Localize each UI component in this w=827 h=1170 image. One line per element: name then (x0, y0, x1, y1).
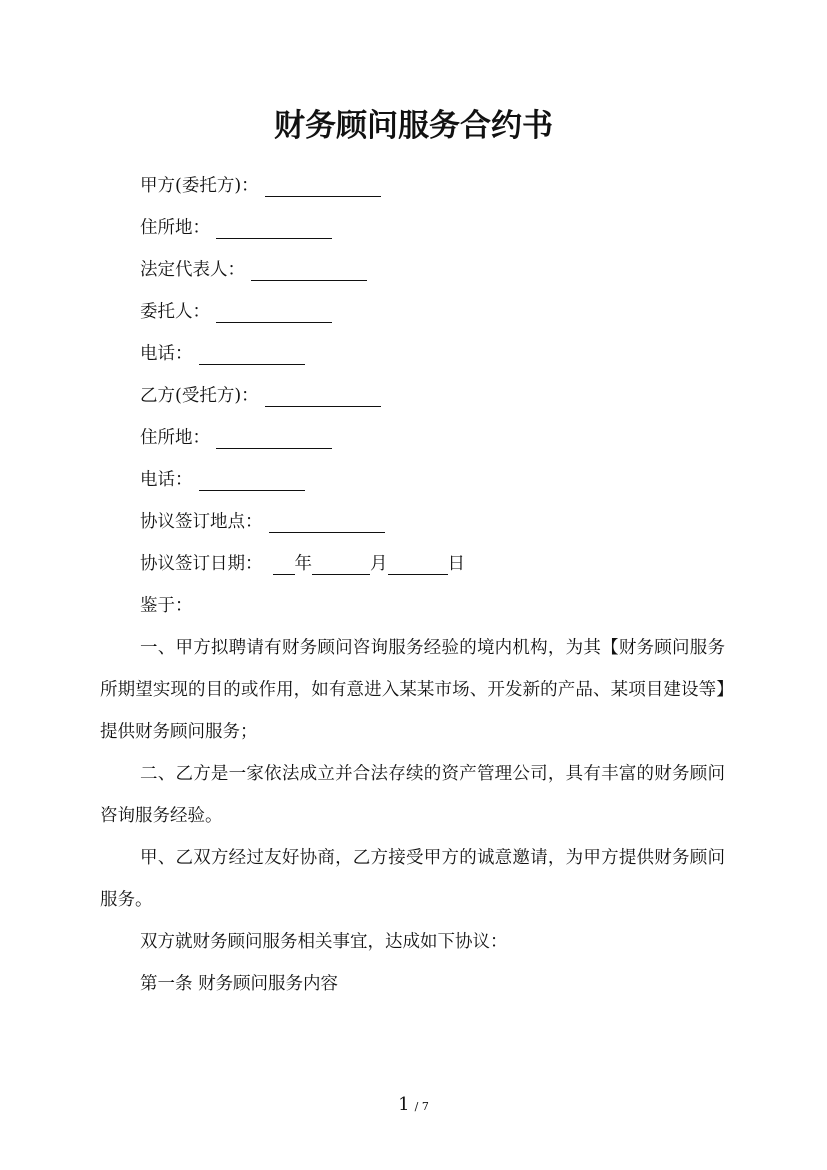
field-label: 电话： (140, 344, 193, 364)
field-label: 电话： (140, 470, 193, 490)
day-text: 日 (447, 554, 465, 574)
blank-line (216, 298, 332, 323)
current-page: 1 (398, 1094, 410, 1115)
page-number (0, 1094, 827, 1115)
year-text: 年 (294, 554, 312, 574)
party-b-phone-field (100, 459, 725, 501)
field-label: 住所地： (140, 428, 210, 448)
date-label: 协议签订日期： (140, 554, 263, 574)
entrusted-person-field (100, 291, 725, 333)
total-pages: / 7 (414, 1100, 429, 1113)
blank-line (199, 340, 305, 365)
party-a-field (100, 165, 725, 207)
party-b-address-field (100, 417, 725, 459)
party-a-address-field (100, 207, 725, 249)
section-heading: 第一条 财务顾问服务内容 (140, 974, 339, 994)
field-label: 住所地： (140, 218, 210, 238)
field-label: 委托人： (140, 302, 210, 322)
month-text: 月 (370, 554, 388, 574)
blank-line (199, 466, 305, 491)
party-a-phone-field (100, 333, 725, 375)
signing-place-field (100, 501, 725, 543)
paragraph: 甲、乙双方经过友好协商，乙方接受甲方的诚意邀请，为甲方提供财务顾问服务。 (100, 848, 725, 910)
blank-line (216, 214, 332, 239)
field-label: 乙方(受托方)： (140, 386, 259, 406)
blank-line (265, 382, 381, 407)
page-title: 财务顾问服务合约书 (274, 108, 553, 144)
field-label: 甲方(委托方)： (140, 176, 259, 196)
blank-line (265, 172, 381, 197)
year-blank (273, 550, 295, 575)
whereas-heading: 鉴于： (140, 596, 193, 616)
month-blank (312, 550, 370, 575)
document-body (100, 165, 725, 1005)
blank-line (216, 424, 332, 449)
paragraph: 二、乙方是一家依法成立并合法存续的资产管理公司，具有丰富的财务顾问咨询服务经验。 (100, 764, 725, 826)
paragraph: 一、甲方拟聘请有财务顾问咨询服务经验的境内机构，为其【财务顾问服务所期望实现的目的或作用，如有意进入某某市场、开发新的产品、某项目建设等】提供财务顾问服务； (100, 638, 725, 742)
blank-line (251, 256, 367, 281)
field-label: 协议签订地点： (140, 512, 263, 532)
party-b-field (100, 375, 725, 417)
legal-representative-field (100, 249, 725, 291)
paragraph: 双方就财务顾问服务相关事宜，达成如下协议： (140, 932, 508, 952)
blank-line (269, 508, 385, 533)
signing-date-field (100, 543, 725, 585)
field-label: 法定代表人： (140, 260, 245, 280)
day-blank (388, 550, 448, 575)
